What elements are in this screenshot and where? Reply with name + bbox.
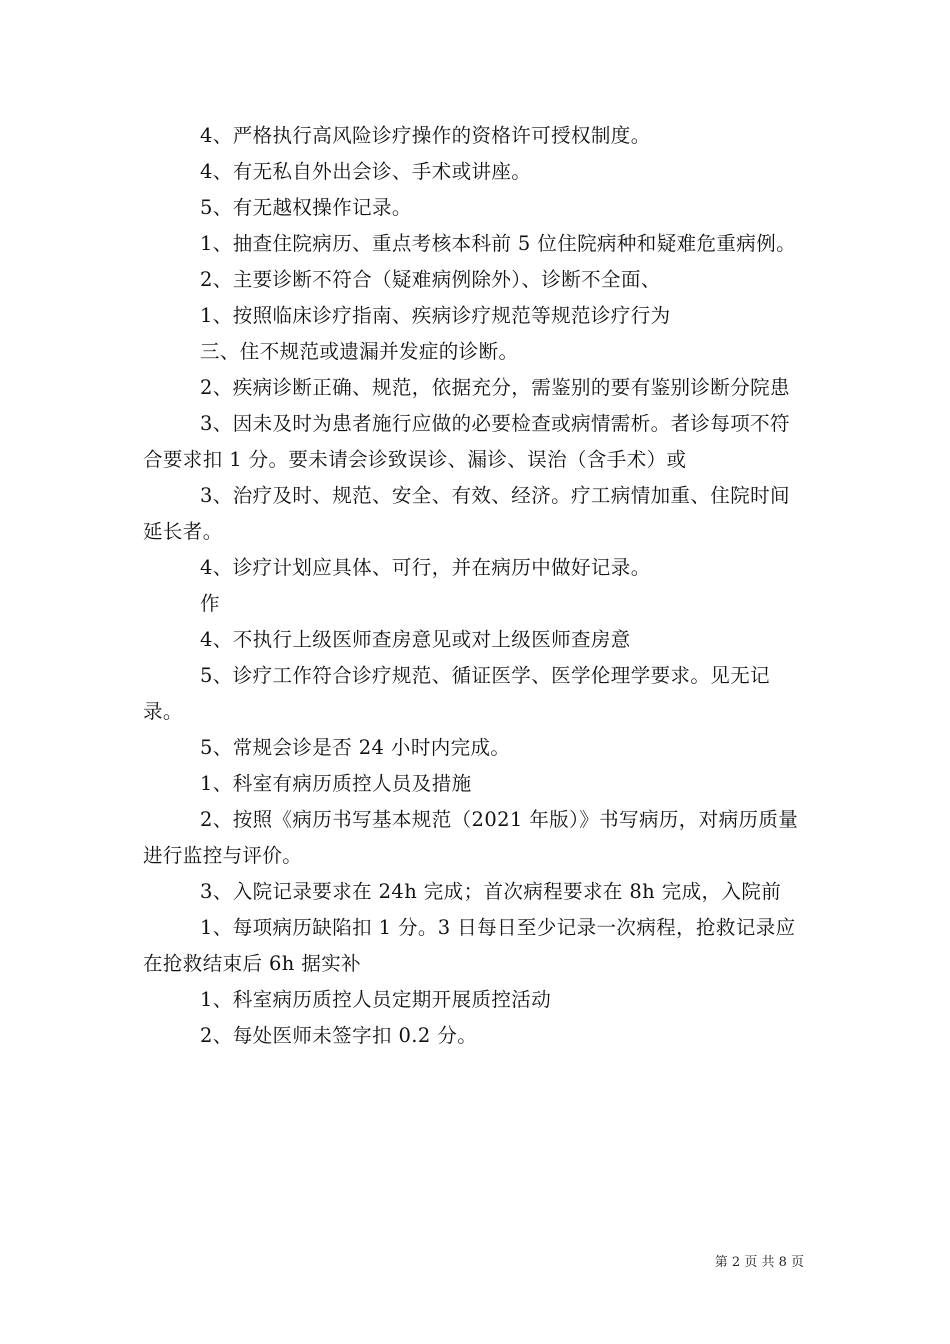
paragraph: 2、按照《病历书写基本规范（2021 年版）》书写病历，对病历质量进行监控与评价。	[143, 808, 799, 867]
paragraph: 1、科室有病历质控人员及措施	[200, 772, 472, 795]
paragraph: 1、抽查住院病历、重点考核本科前 5 位住院病种和疑难危重病例。	[200, 232, 797, 255]
paragraph: 2、疾病诊断正确、规范，依据充分，需鉴别的要有鉴别诊断分院患	[200, 376, 790, 399]
paragraph: 5、诊疗工作符合诊疗规范、循证医学、医学伦理学要求。见无记录。	[143, 664, 771, 723]
paragraph: 5、有无越权操作记录。	[200, 196, 412, 219]
paragraph: 5、常规会诊是否 24 小时内完成。	[200, 736, 511, 759]
paragraph: 1、按照临床诊疗指南、疾病诊疗规范等规范诊疗行为	[200, 304, 671, 327]
paragraph: 4、严格执行高风险诊疗操作的资格许可授权制度。	[200, 124, 651, 147]
paragraph: 4、不执行上级医师查房意见或对上级医师查房意	[200, 628, 631, 651]
paragraph: 作	[200, 592, 220, 615]
document-body	[143, 118, 808, 1054]
paragraph: 1、每项病历缺陷扣 1 分。3 日每日至少记录一次病程，抢救记录应在抢救结束后 6h 据实补	[143, 916, 796, 975]
page-number: 第 2 页 共 8 页	[714, 1255, 804, 1270]
paragraph: 2、主要诊断不符合（疑难病例除外）、诊断不全面、	[200, 268, 661, 291]
paragraph: 4、诊疗计划应具体、可行，并在病历中做好记录。	[200, 556, 651, 579]
paragraph: 1、科室病历质控人员定期开展质控活动	[200, 988, 552, 1011]
paragraph: 2、每处医师未签字扣 0.2 分。	[200, 1024, 478, 1047]
paragraph: 三、住不规范或遗漏并发症的诊断。	[200, 340, 519, 363]
paragraph: 3、入院记录要求在 24h 完成；首次病程要求在 8h 完成，入院前	[200, 880, 782, 903]
paragraph: 3、因未及时为患者施行应做的必要检查或病情需析。者诊每项不符合要求扣 1 分。要未请会诊致误诊、漏诊、误治（含手术）或	[143, 412, 790, 471]
paragraph: 4、有无私自外出会诊、手术或讲座。	[200, 160, 532, 183]
paragraph: 3、治疗及时、规范、安全、有效、经济。疗工病情加重、住院时间延长者。	[143, 484, 790, 543]
